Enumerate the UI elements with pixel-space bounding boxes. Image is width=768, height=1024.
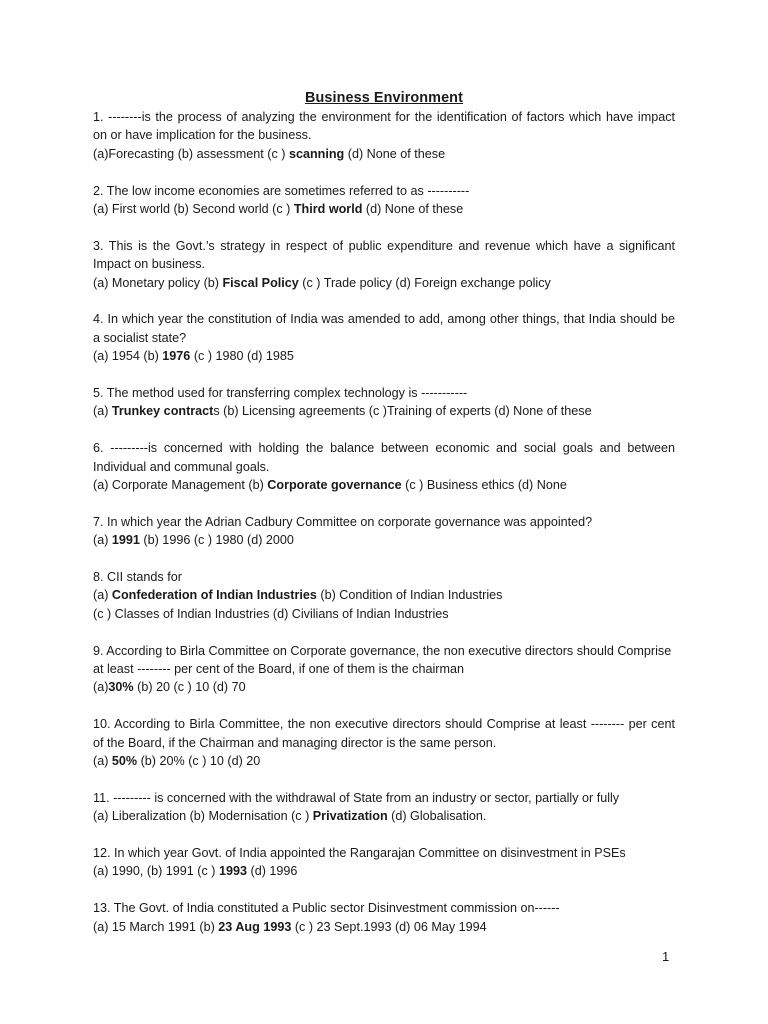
- correct-answer: 23 Aug 1993: [218, 919, 292, 934]
- question-list: [93, 108, 675, 936]
- option-text: (a) Monetary policy (b): [93, 275, 223, 290]
- question-text: 6. ---------is concerned with holding the balance between economic and social goals and between Individual and communal goals.: [93, 441, 675, 474]
- option-text: s (b) Licensing agreements (c )Training of experts (d) None of these: [213, 404, 592, 419]
- answer-options: [93, 752, 675, 770]
- option-text: (d) None of these: [362, 202, 464, 217]
- option-text: (a) First world (b) Second world (c ): [93, 202, 294, 217]
- page-number: 1: [662, 949, 670, 964]
- question-5: [93, 384, 675, 421]
- question-text: 7. In which year the Adrian Cadbury Committee on corporate governance was appointed?: [93, 514, 593, 529]
- option-text: (c ) 23 Sept.1993 (d) 06 May 1994: [291, 919, 487, 934]
- option-text: (d) Globalisation.: [387, 809, 487, 824]
- question-8: [93, 568, 675, 623]
- answer-options: [93, 586, 675, 604]
- option-text: (a): [93, 404, 112, 419]
- question-text: 8. CII stands for: [93, 570, 182, 585]
- answer-options: [93, 531, 675, 549]
- option-text: (a) Corporate Management (b): [93, 478, 268, 493]
- option-text: (c ) 1980 (d) 1985: [190, 349, 294, 364]
- option-text: (c ) Business ethics (d) None: [401, 478, 567, 493]
- question-10: [93, 715, 675, 770]
- answer-options: [93, 678, 675, 696]
- option-text: (d) None of these: [344, 146, 446, 161]
- correct-answer: Privatization: [312, 809, 388, 824]
- correct-answer: 1991: [111, 533, 140, 548]
- option-text: (a): [93, 588, 112, 603]
- question-4: [93, 310, 675, 365]
- question-text: 4. In which year the constitution of India was amended to add, among other things, that India should be a socialist state?: [93, 312, 675, 345]
- question-13: [93, 899, 675, 936]
- question-6: [93, 439, 675, 494]
- answer-options: [93, 402, 675, 420]
- answer-options: [93, 274, 675, 292]
- document-page: [93, 88, 675, 954]
- option-text: (a): [93, 533, 112, 548]
- question-1: [93, 108, 675, 163]
- question-text: 5. The method used for transferring complex technology is -----------: [93, 386, 468, 401]
- option-text: (a): [93, 754, 112, 769]
- question-7: [93, 513, 675, 550]
- question-12: [93, 844, 675, 881]
- correct-answer: scanning: [288, 146, 345, 161]
- correct-answer: 50%: [111, 754, 138, 769]
- option-text: (b) 20 (c ) 10 (d) 70: [133, 680, 246, 695]
- option-text: (a) Liberalization (b) Modernisation (c ): [93, 809, 313, 824]
- option-text: (a) 1990, (b) 1991 (c ): [93, 864, 219, 879]
- option-text: (b) 20% (c ) 10 (d) 20: [137, 754, 261, 769]
- answer-options: [93, 862, 675, 880]
- question-text: 11. --------- is concerned with the withdrawal of State from an industry or sector, partially or fully: [93, 790, 620, 805]
- question-2: [93, 182, 675, 219]
- option-text: (a) 15 March 1991 (b): [93, 919, 219, 934]
- question-text: 10. According to Birla Committee, the non executive directors should Comprise at least -------- per cent of the Board, if the Chairman and managing director is the same person.: [93, 717, 675, 750]
- correct-answer: Third world: [293, 202, 363, 217]
- answer-options: [93, 918, 675, 936]
- correct-answer: Fiscal Policy: [222, 275, 299, 290]
- option-text: (a)Forecasting (b) assessment (c ): [93, 146, 289, 161]
- correct-answer: 1993: [219, 864, 248, 879]
- option-text: (c ) Classes of Indian Industries (d) Civilians of Indian Industries: [93, 606, 449, 621]
- answer-options: [93, 347, 675, 365]
- question-9: [93, 642, 675, 697]
- question-text: 1. --------is the process of analyzing the environment for the identification of factors which have impact on or have implication for the business.: [93, 110, 675, 143]
- question-text: 3. This is the Govt.’s strategy in respect of public expenditure and revenue which have a significant Impact on business.: [93, 238, 675, 272]
- question-11: [93, 789, 675, 826]
- correct-answer: Trunkey contract: [111, 404, 214, 419]
- answer-options: [93, 200, 675, 218]
- correct-answer: Corporate governance: [267, 478, 402, 493]
- answer-options: [93, 145, 675, 163]
- correct-answer: Confederation of Indian Industries: [111, 588, 317, 603]
- answer-options: [93, 476, 675, 494]
- question-text: 13. The Govt. of India constituted a Public sector Disinvestment commission on------: [93, 901, 560, 916]
- option-text: (b) Condition of Indian Industries: [316, 588, 503, 603]
- answer-options: [93, 605, 675, 623]
- correct-answer: 1976: [162, 349, 191, 364]
- option-text: (c ) Trade policy (d) Foreign exchange policy: [298, 275, 551, 290]
- question-text: 12. In which year Govt. of India appointed the Rangarajan Committee on disinvestment in PSEs: [93, 846, 626, 861]
- option-text: (a): [93, 680, 109, 695]
- document-title: Business Environment: [305, 90, 463, 106]
- question-3: [93, 237, 675, 292]
- answer-options: [93, 807, 675, 825]
- question-text: 9. According to Birla Committee on Corporate governance, the non executive directors should Comprise at least -------- per cent of the Board, if one of them is the chairman: [93, 643, 672, 677]
- question-text: 2. The low income economies are sometimes referred to as ----------: [93, 183, 470, 198]
- option-text: (a) 1954 (b): [93, 349, 163, 364]
- option-text: (b) 1996 (c ) 1980 (d) 2000: [139, 533, 294, 548]
- option-text: (d) 1996: [247, 864, 298, 879]
- correct-answer: 30%: [108, 680, 134, 695]
